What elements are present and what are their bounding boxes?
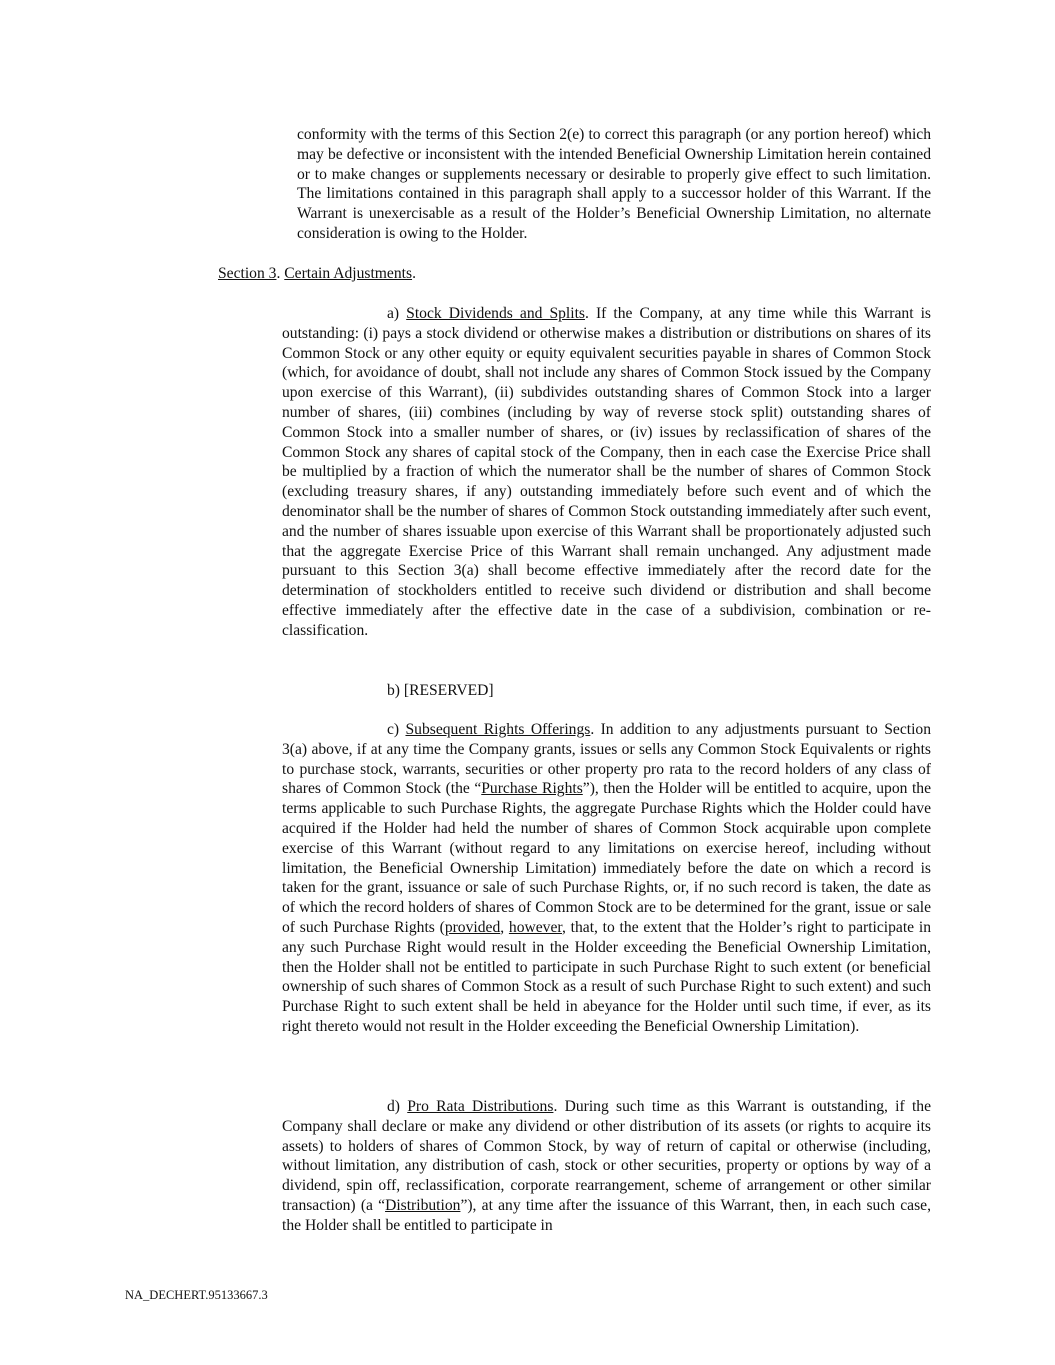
term-however: however [508,918,562,936]
section-label: Section 3 [218,265,277,282]
para-d-text-2: ”), at any time after the issuance of this Warrant, then, in each such case, the Holder shall be entitled to participate in [282,1196,931,1234]
para-c-heading: Subsequent Rights Offerings [405,721,591,738]
para-c-text-2: ”), then the Holder will be entitled to acquire, upon the terms applicable to such Purchase Rights, the aggregate Purchase Rights which the Holder could have acquired if the Holder had held the number of shares of Common Stock acquirable upon complete exercise of this Warrant (without regard to any limitations on exercise hereof, including without limitation, the Beneficial Ownership Limitation) immediately before the date on which a record is taken for the grant, issuance or sale of such Purchase Rights, or, if no such record is taken, the date as of which the record holders of shares of Common Stock are to be determined for the grant, issue or sale of such Purchase Rights ( [282,780,931,936]
para-d-prefix: d) [387,1098,408,1115]
section-separator: . [276,265,285,282]
section-3-heading [218,264,718,284]
para-c-comma: , [500,918,509,936]
para-a-prefix: a) [387,305,407,322]
paragraph-a-stock-dividends [282,304,931,641]
para-c-prefix: c) [387,721,406,738]
para-d-heading: Pro Rata Distributions [407,1098,554,1115]
term-provided: provided [444,918,501,936]
document-footer-id: NA_DECHERT.95133667.3 [125,1288,268,1302]
defined-term-purchase-rights: Purchase Rights [481,780,583,798]
paragraph-d-pro-rata [282,1097,931,1236]
para-c-text-3: , that, to the extent that the Holder’s right to participate in any such Purchase Right would result in the Holder exceeding the Beneficial Ownership Limitation, then the Holder shall not be entitled to participate in such Purchase Right to such extent (or beneficial ownership of such shares of Common Stock as a result of such Purchase Right to such extent) and such Purchase Right to such extent shall be held in abeyance for the Holder until such time, if ever, as its right thereto would not result in the Holder exceeding the Beneficial Ownership Limitation). [282,918,931,1035]
para-d-text-1: . During such time as this Warrant is outstanding, if the Company shall declare or make any dividend or other distribution of its assets (or rights to acquire its assets) to holders of shares of Common Stock, by way of return of capital or otherwise (including, without limitation, any distribution of cash, stock or other securities, property or options by way of a dividend, spin off, reclassification, corporate rearrangement, scheme of arrangement or other similar transaction) (a “ [282,1098,932,1214]
paragraph-b-reserved: b) [RESERVED] [387,682,494,699]
defined-term-distribution: Distribution [385,1196,461,1214]
section-title: Certain Adjustments [284,265,413,282]
para-c-text-1: . In addition to any adjustments pursuant to Section 3(a) above, if at any time the Company grants, issues or sells any Common Stock Equivalents or rights to purchase stock, warrants, securities or other property pro rata to the record holders of any class of shares of Common Stock (the “ [282,721,931,798]
continued-paragraph: conformity with the terms of this Section 2(e) to correct this paragraph (or any portion hereof) which may be defective or inconsistent with the intended Beneficial Ownership Limitation herein contained or to make changes or supplements necessary or desirable to properly give effect to such limitation. The limitations contained in this paragraph shall apply to a successor holder of this Warrant. If the Warrant is unexercisable as a result of the Holder’s Beneficial Ownership Limitation, no alternate consideration is owing to the Holder. [297,126,931,242]
section-period: . [412,265,416,282]
para-a-heading: Stock Dividends and Splits [406,305,586,322]
para-a-text: . If the Company, at any time while this Warrant is outstanding: (i) pays a stock dividend or otherwise makes a distribution or distributions on shares of its Common Stock or any other equity or equity equivalent securities payable in shares of Common Stock (which, for avoidance of doubt, shall not include any shares of Common Stock issued by the Company upon exercise of this Warrant), (ii) subdivides outstanding shares of Common Stock into a larger number of shares, (iii) combines (including by way of reverse stock split) outstanding shares of Common Stock into a smaller number of shares, or (iv) issues by reclassification of shares of the Common Stock any shares of capital stock of the Company, then in each case the Exercise Price shall be multiplied by a fraction of which the numerator shall be the number of shares of Common Stock (excluding treasury shares, if any) outstanding immediately before such event and of which the denominator shall be the number of shares of Common Stock outstanding immediately after such event, and the number of shares issuable upon exercise of this Warrant shall be proportionately adjusted such that the aggregate Exercise Price of this Warrant shall remain unchanged. Any adjustment made pursuant to this Section 3(a) shall become effective immediately after the record date for the determination of stockholders entitled to receive such dividend or distribution and shall become effective immediately after the effective date in the case of a subdivision, combination or re-classification. [282,305,932,639]
paragraph-c-rights-offerings [282,720,931,1037]
